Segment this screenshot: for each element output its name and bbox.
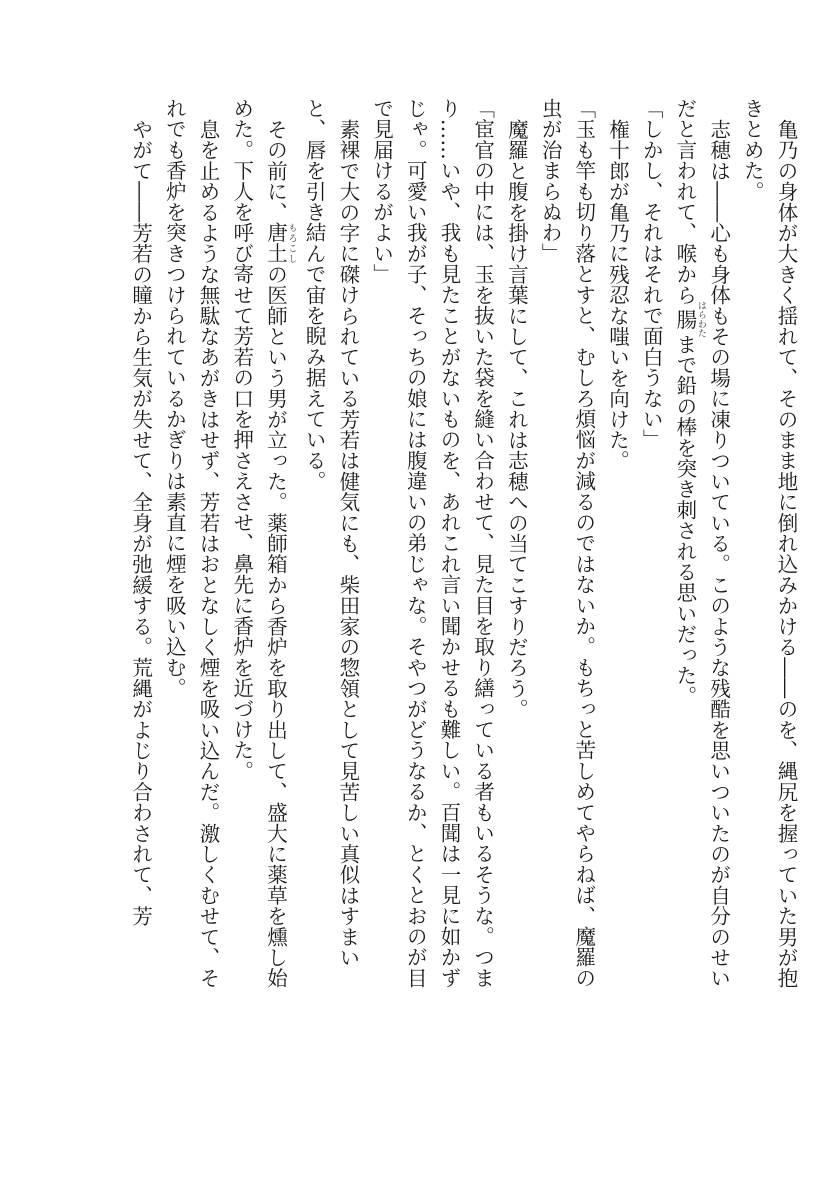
vertical-text-body bbox=[27, 98, 802, 1008]
ruby-harawata bbox=[672, 301, 706, 338]
paragraph-9 bbox=[224, 98, 296, 1008]
paragraph-2-before: 志穂は――心も身体もその場に凍りついている。このような残酷を思いついたのが自分のせいだと言われて、喉から bbox=[672, 98, 731, 988]
ruby-harawata-base: 腸 bbox=[672, 301, 697, 338]
paragraph-10: 息を止めるような無駄なあがきはせず、芳若はおとなしく煙を吸い込んだ。激しくむせて、それでも香炉を突きつけられているかぎりは素直に煙を吸い込む。 bbox=[162, 98, 221, 988]
paragraph-3: 「しかし、それはそれで面白うない」 bbox=[639, 98, 664, 450]
paragraph-2 bbox=[667, 98, 734, 1008]
ruby-morokoshi-reading: もろこし bbox=[286, 222, 297, 264]
ruby-harawata-reading: はらわた bbox=[695, 301, 706, 338]
paragraph-9-pre: その前に、 bbox=[263, 118, 288, 222]
paragraph-5: 「玉も竿も切り落とすと、むしろ煩悩が減るのではないか。もちっと苦しめてやらねば、魔羅の虫が治まらぬわ」 bbox=[538, 98, 596, 989]
ruby-morokoshi-base: 唐土 bbox=[263, 222, 288, 264]
paragraph-6: 魔羅と腹を掛け言葉にして、これは志穂への当てこすりだろう。 bbox=[504, 118, 529, 719]
paragraph-7: 「宦官の中には、玉を抜いた袋を縫い合わせて、見た目を取り繕っている者もいるそうな。つまり……いや、我も見たことがないものを、あれこれ言い聞かせるも難しい。百聞は一見に如かずじゃ。可愛い我が子、そっちの娘には腹違いの弟じゃな。そやつがどうなるか、とくとおのが目で見届けるがよい」 bbox=[369, 98, 495, 989]
paragraph-1: 亀乃の身体が大きく揺れて、そのまま地に倒れ込みかける――のを、縄尻を握っていた男が抱きとめた。 bbox=[740, 98, 798, 988]
paragraph-11: やがて――芳若の瞳から生気が失せて、全身が弛緩する。荒縄がよじり合わされて、芳 bbox=[128, 118, 153, 926]
paragraph-8: 素裸で大の字に磔けられている芳若は健気にも、柴田家の惣領として見苦しい真似はすまいと、唇を引き結んで宙を睨み据えている。 bbox=[302, 98, 360, 968]
paragraph-4: 権十郎が亀乃に残忍な嗤いを向けた。 bbox=[605, 118, 630, 471]
paragraph-9-post: の医師という男が立った。薬師箱から香炉を取り出して、盛大に薬草を燻し始めた。下人を呼び寄せて芳若の口を押さえさせ、鼻先に香炉を近づけた。 bbox=[229, 98, 288, 988]
ruby-morokoshi bbox=[263, 222, 297, 264]
paragraph-2-after: まで鉛の棒を突き刺される思いだった。 bbox=[672, 333, 697, 707]
